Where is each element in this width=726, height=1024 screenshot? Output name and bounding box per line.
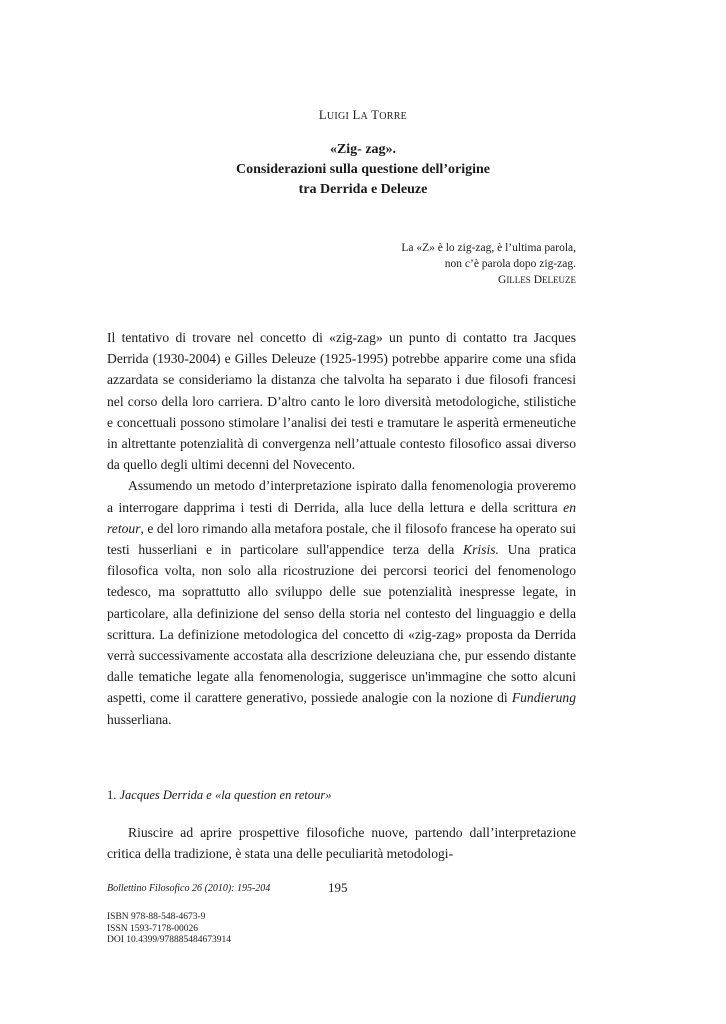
paragraph-3: Riuscire ad aprire prospettive filosofiche nuove, partendo dall’interpretazione critica della tradizione, è stata una delle peculiarità metodologi- (107, 825, 576, 862)
paragraph-text: Assumendo un metodo d’interpretazione ispirato dalla fenomenologia proveremo a interrogare dapprima i testi di Derrida, alla luce della lettura e della scrittura (107, 478, 576, 515)
publication-identifiers (107, 912, 231, 947)
author-text: T (371, 108, 380, 122)
title-line-1: «Zig- zag». (329, 142, 397, 157)
doi: DOI 10.4399/978885484673914 (107, 935, 232, 945)
paragraph-text: , e del loro rimando alla metafora postale, che il filosofo francese ha operato sui testi husserliani e in particolare sull'appendice terza della (107, 520, 576, 558)
author-name (0, 108, 726, 123)
issn: ISSN 1593-7178-00026 (107, 923, 199, 934)
author-text: UIGI (326, 111, 350, 122)
page-number: 195 (328, 880, 348, 895)
title-line-2: Considerazioni sulla questione dell’origine (236, 162, 490, 177)
isbn: ISBN 978-88-548-4673-9 (107, 912, 206, 922)
author-text: L (318, 108, 327, 122)
paragraph-text: husserliana. (107, 711, 172, 727)
italic-term: en retour (107, 499, 576, 536)
italic-term: Fundierung (511, 690, 576, 706)
epigraph-line-2: non c’è parola dopo zig-zag. (444, 258, 576, 270)
attribution-text: ILLES (506, 275, 531, 285)
epigraph-attribution (401, 272, 576, 288)
section-number: 1. (107, 788, 120, 802)
paper-title (0, 140, 726, 200)
body-text (107, 327, 576, 730)
italic-term: Krisis. (463, 542, 499, 558)
epigraph (401, 240, 576, 288)
body-text-section-1 (107, 822, 576, 864)
section-heading (107, 786, 576, 804)
paragraph-text: Una pratica filosofica volta, non solo alla ricostruzione dei percorsi teorici del fenomenologo tedesco, ma soprattutto allo sviluppo delle sue potenzialità inespresse legate, in particolare, alla definizione del senso della storia nel contesto del linguaggio e della scrittura. La definizione metodologica del concetto di «zig-zag» proposta da Derrida verrà successivamente accostata alla descrizione deleuziana che, pur essendo distante dalle tematiche legate alla fenomenologia, suggerisce un'immagine che sotto alcuni aspetti, come il carattere generativo, possiede analogie con la nozione di (107, 542, 576, 706)
author-text: ORRE (379, 111, 408, 122)
paragraph-2 (107, 475, 576, 729)
paragraph-1: Il tentativo di trovare nel concetto di «zig-zag» un punto di contatto tra Jacques Derrida (1930-2004) e Gilles Deleuze (1925-1995) potrebbe apparire come una sfida azzardata se consideriamo la distanza che talvolta ha separato i due filosofi francesi nel corso della loro carriera. D’altro canto le loro diversità metodologiche, stilistiche e concettuali possono stimolare l’analisi dei testi e tramutare le asperità ermeneutiche in altrettante potenzialità di convergenza nell’attuale contesto filosofico assai diverso da quello degli ultimi decenni del Novecento. (107, 330, 576, 473)
journal-citation: Bollettino Filosofico 26 (2010): 195-204 (107, 883, 271, 894)
attribution-text: ELEUZE (542, 275, 576, 285)
section-title: Jacques Derrida e «la question en retour» (119, 788, 332, 802)
author-text: A (360, 111, 369, 122)
attribution-text: D (533, 274, 542, 286)
title-line-3: tra Derrida e Deleuze (298, 182, 428, 197)
author-text: L (352, 108, 361, 122)
attribution-text: G (498, 274, 507, 286)
epigraph-line-1: La «Z» è lo zig-zag, è l’ultima parola, (401, 242, 576, 254)
